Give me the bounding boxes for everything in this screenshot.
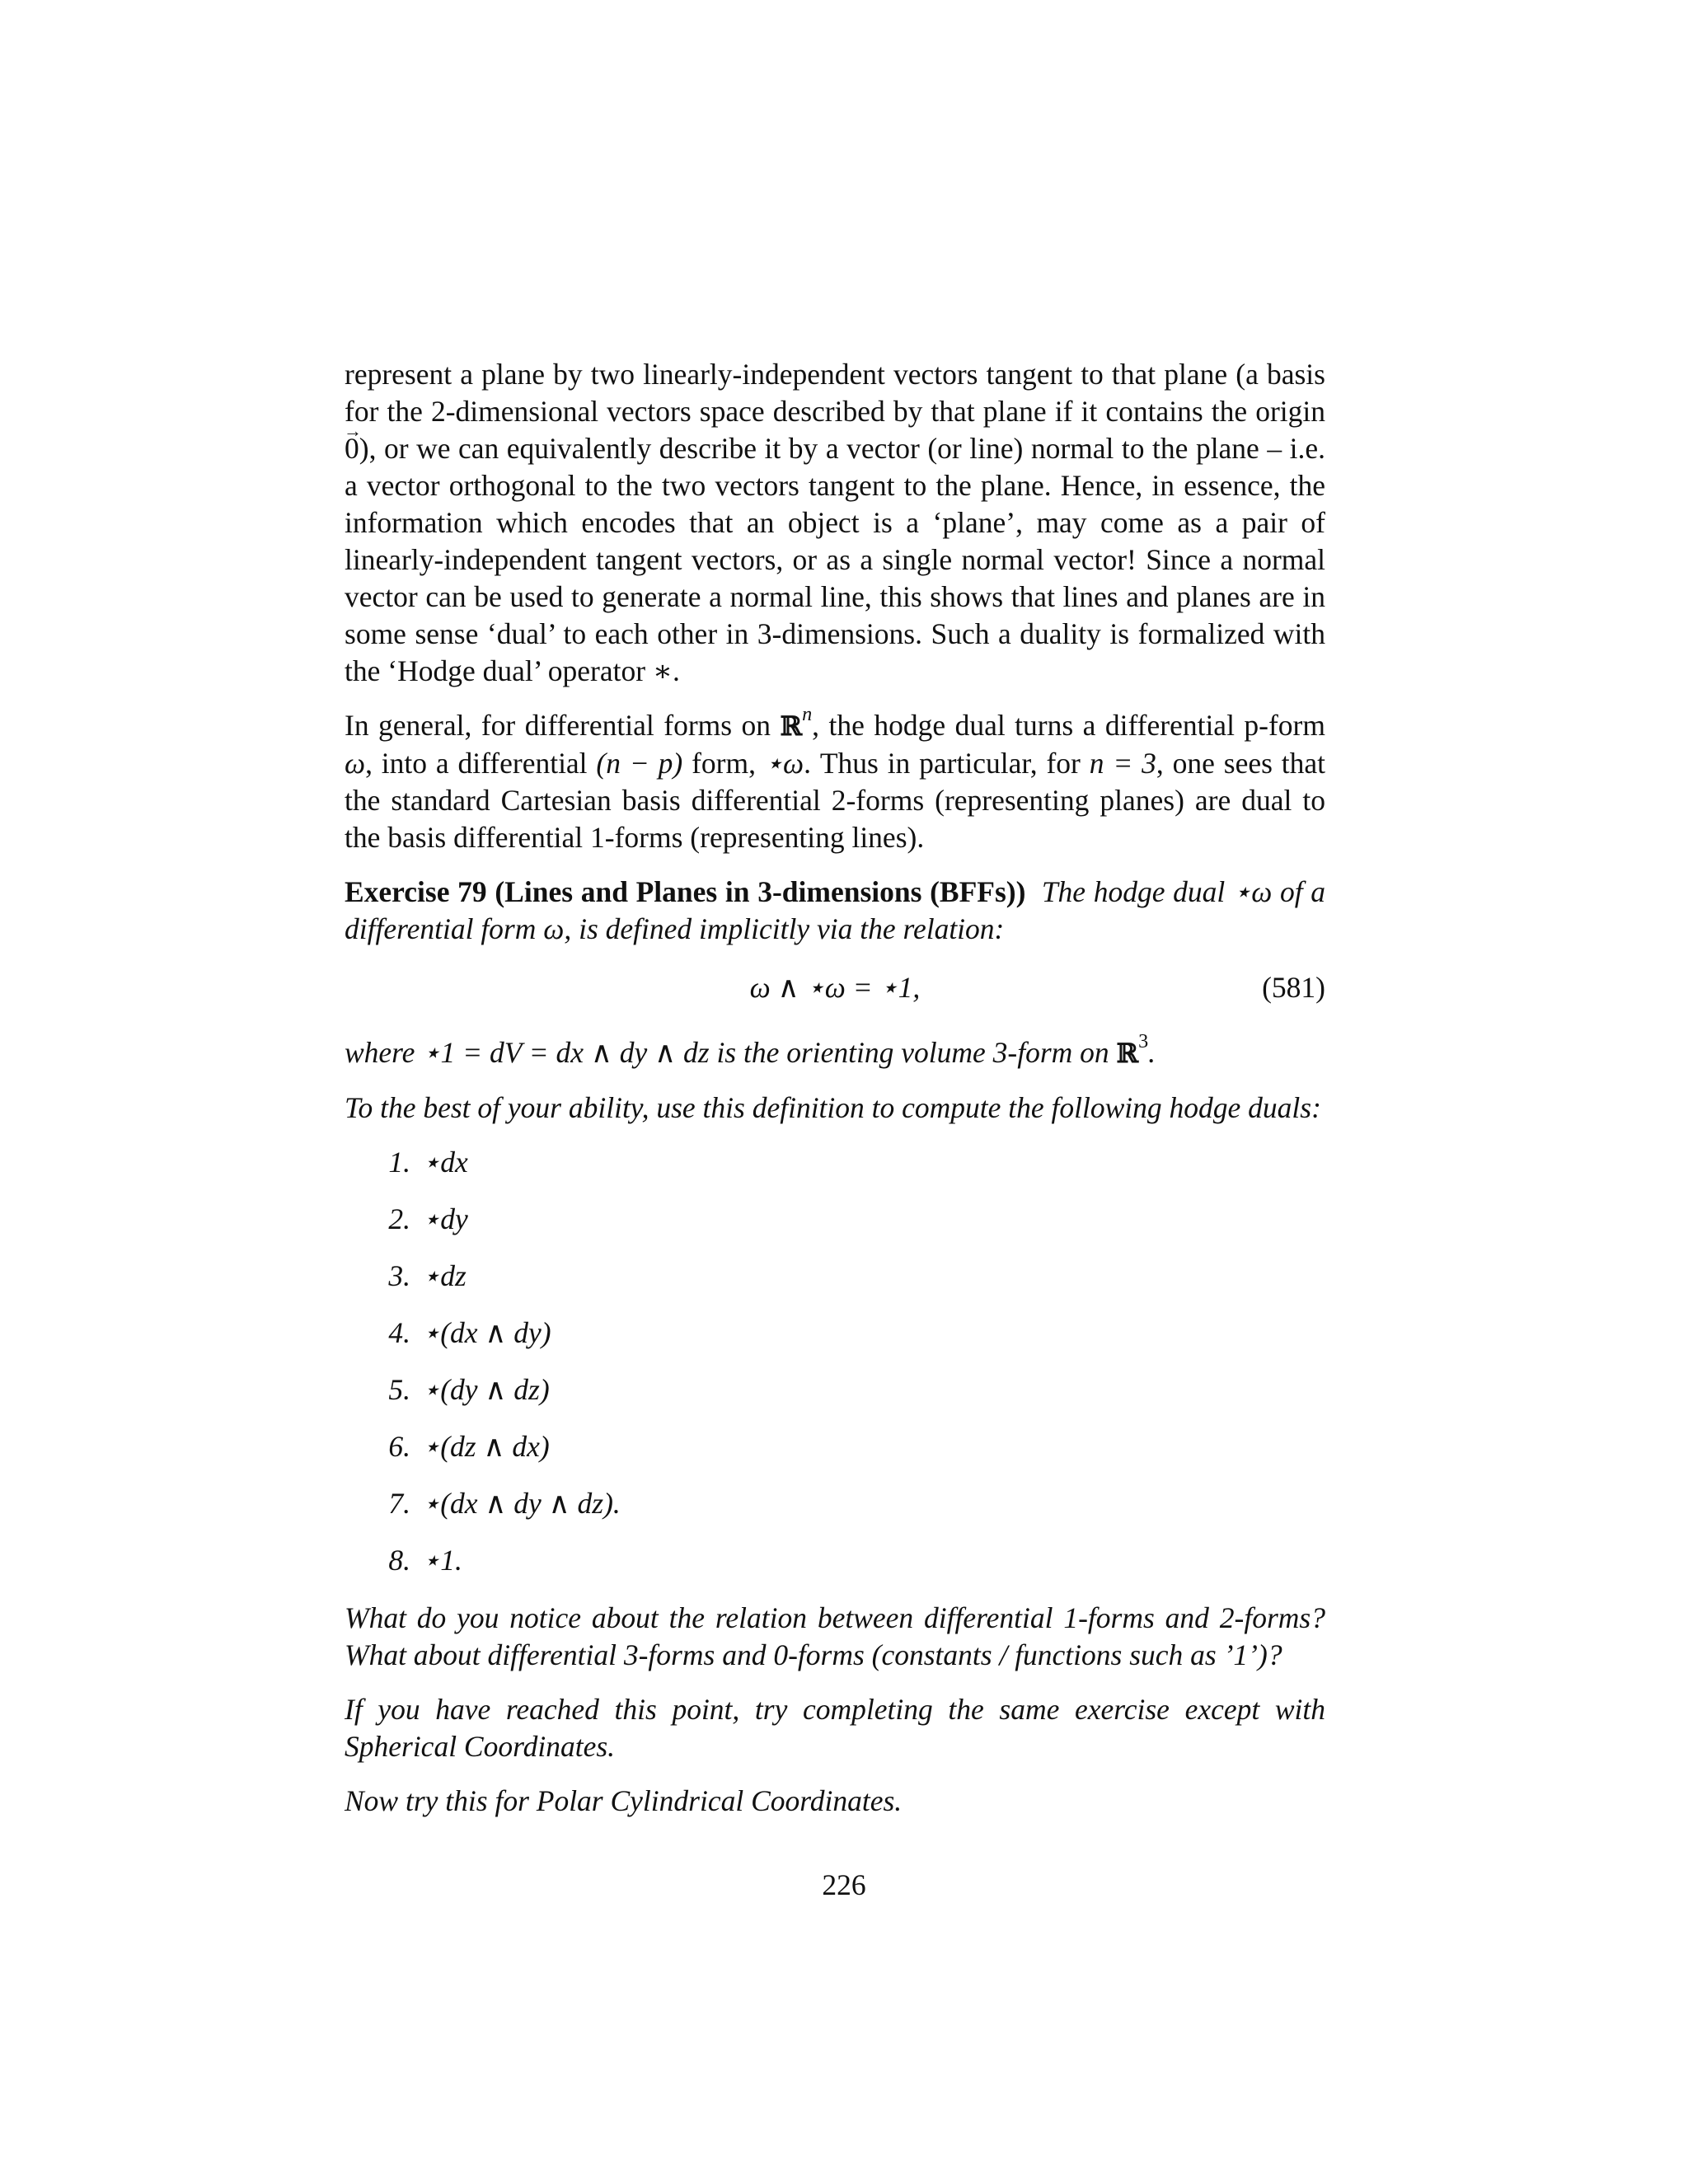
list-item: [345, 1428, 1325, 1465]
list-item: [345, 1201, 1325, 1238]
list-item-expr: ⋆dx: [422, 1146, 468, 1179]
list-item-expr: ⋆1.: [422, 1544, 462, 1577]
list-item: [345, 1144, 1325, 1181]
paragraph-text: . Thus in particular, for: [804, 747, 1090, 780]
zero-vector: → 0: [345, 430, 359, 467]
list-item-number: 1.: [388, 1146, 410, 1179]
exercise-intro: [345, 874, 1325, 948]
dimension-exponent: n: [802, 702, 813, 725]
equation-581: [345, 969, 1325, 1006]
paragraph-text: In general, for differential forms on: [345, 709, 781, 742]
volume-form-expr: ⋆1 = dV = dx ∧ dy ∧ dz: [422, 1036, 710, 1069]
list-item-number: 7.: [388, 1487, 410, 1520]
reals-symbol: ℝ: [1116, 1038, 1139, 1069]
paragraph-text: , the hodge dual turns a differential p-form: [812, 709, 1325, 742]
paragraph-text: ), or we can equivalently describe it by a vector (or line) normal to the plane – i.e. a vector orthogonal to the two vectors tangent to the plane. Hence, in essence, the information which encodes that an object is a ‘plane’, may come as a pair of linearly-independent tangent vectors, or as a single normal vector! Since a normal vector can be used to generate a normal line, this shows that lines and planes are in some sense ‘dual’ to each other in 3-dimensions. Such a duality is formalized with the ‘Hodge dual’ operator ∗.: [345, 432, 1325, 687]
list-item-number: 5.: [388, 1373, 410, 1406]
exercise-text: is the orienting volume 3-form on: [709, 1036, 1117, 1069]
exercise-text: , is defined implicitly via the relation:: [564, 912, 1005, 945]
star-omega-expr: ⋆ω: [764, 747, 804, 780]
exercise-spherical: If you have reached this point, try completing the same exercise except with Spherical Coordinates.: [345, 1693, 1325, 1763]
exercise-text: where: [345, 1036, 423, 1069]
paragraph-plane-duality: [345, 356, 1325, 690]
page-number: 226: [822, 1868, 866, 1901]
dimension-exponent: 3: [1138, 1029, 1149, 1052]
list-item-expr: ⋆(dy ∧ dz): [422, 1373, 550, 1406]
list-item-expr: ⋆(dx ∧ dy ∧ dz).: [422, 1487, 621, 1520]
list-item: [345, 1371, 1325, 1408]
list-item-number: 3.: [388, 1259, 410, 1292]
exercise-cylindrical: Now try this for Polar Cylindrical Coordinates.: [345, 1784, 903, 1817]
n-equals-3-expr: n = 3: [1089, 747, 1156, 780]
paragraph-text: , into a differential: [365, 747, 597, 780]
where-clause: [345, 1029, 1325, 1072]
list-item-expr: ⋆(dz ∧ dx): [422, 1430, 550, 1463]
omega-symbol: ω: [543, 912, 565, 945]
list-item-number: 8.: [388, 1544, 410, 1577]
exercise-question: What do you notice about the relation between differential 1-forms and 2-forms? What about differential 3-forms and 0-forms (constants / functions such as ’1’)?: [345, 1601, 1325, 1671]
list-item: [345, 1315, 1325, 1352]
star-omega-expr: ⋆ω: [1232, 875, 1273, 908]
list-item-expr: ⋆dz: [422, 1259, 467, 1292]
list-item: [345, 1542, 1325, 1579]
exercise-heading: Exercise 79 (Lines and Planes in 3-dimensions (BFFs)): [345, 875, 1026, 908]
exercise-instruction: To the best of your ability, use this definition to compute the following hodge duals:: [345, 1091, 1321, 1124]
equation-number: (581): [1262, 971, 1325, 1004]
reals-symbol: ℝ: [780, 710, 803, 742]
hodge-dual-list: [345, 1144, 1325, 1579]
paragraph-text: form,: [682, 747, 765, 780]
paragraph-hodge-general: [345, 702, 1325, 856]
exercise-text: of a differential form: [345, 875, 1325, 945]
exercise-text: The hodge dual: [1041, 875, 1233, 908]
n-minus-p-expr: (n − p): [596, 747, 683, 780]
list-item-number: 2.: [388, 1202, 410, 1235]
list-item-number: 4.: [388, 1316, 410, 1349]
equation-body: ω ∧ ⋆ω = ⋆1,: [749, 971, 921, 1004]
list-item-expr: ⋆dy: [422, 1202, 468, 1235]
paragraph-text: , one sees that the standard Cartesian basis differential 2-forms (representing planes) are dual to the basis differential 1-forms (representing lines).: [345, 747, 1325, 854]
list-item: [345, 1485, 1325, 1522]
omega-symbol: ω: [345, 747, 366, 780]
paragraph-text: represent a plane by two linearly-independent vectors tangent to that plane (a basis for the 2-dimensional vectors space described by that plane if it contains the origin: [345, 358, 1325, 428]
list-item-expr: ⋆(dx ∧ dy): [422, 1316, 551, 1349]
list-item: [345, 1258, 1325, 1295]
list-item-number: 6.: [388, 1430, 410, 1463]
exercise-text: .: [1148, 1036, 1156, 1069]
page-body: [345, 356, 1325, 1837]
